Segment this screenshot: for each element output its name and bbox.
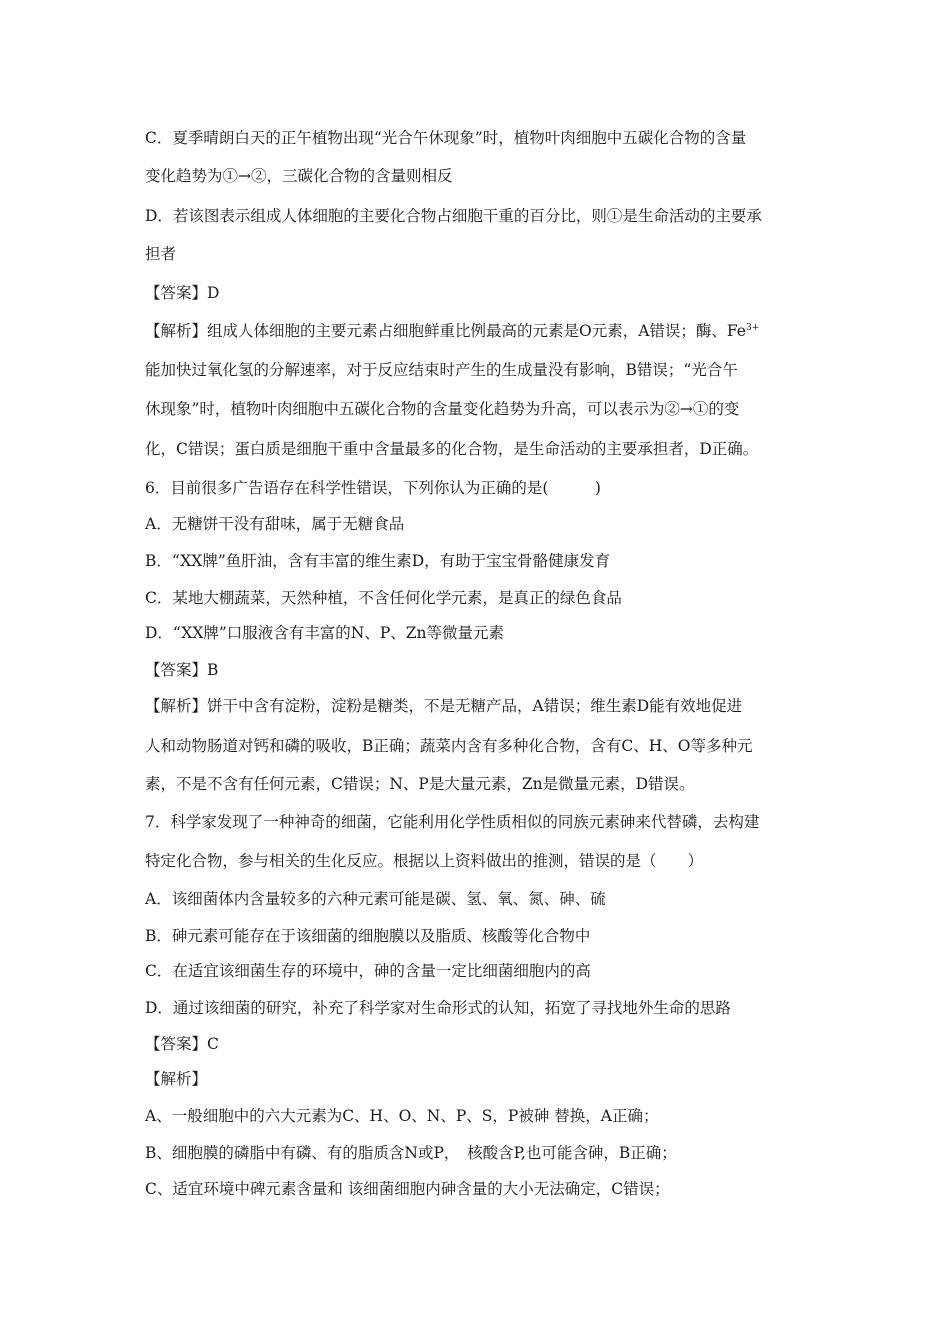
option-line: B．“XX牌”鱼肝油，含有丰富的维生素D，有助于宝宝骨骼健康发育 xyxy=(145,552,611,570)
answer-line: 【答案】B xyxy=(145,661,219,679)
option-line: C．在适宜该细菌生存的环境中，砷的含量一定比细菌细胞内的高 xyxy=(145,962,591,980)
answer-line: 【答案】C xyxy=(145,1035,219,1053)
option-line: B．砷元素可能存在于该细菌的细胞膜以及脂质、核酸等化合物中 xyxy=(145,927,591,945)
text-line: 特定化合物，参与相关的生化反应。根据以上资料做出的推测，错误的是（ ） xyxy=(145,852,704,870)
superscript: 3+ xyxy=(745,322,760,333)
option-line: D．通过该细菌的研究，补充了科学家对生命形式的认知，拓宽了寻找地外生命的思路 xyxy=(145,999,731,1017)
option-line: C．某地大棚蔬菜，天然种植，不含任何化学元素，是真正的绿色食品 xyxy=(145,589,622,607)
option-line: D．“XX牌”口服液含有丰富的N、P、Zn等微量元素 xyxy=(145,624,505,642)
text-line: D．若该图表示组成人体细胞的主要化合物占细胞干重的百分比，则①是生命活动的主要承 xyxy=(145,207,762,225)
text-line: 能加快过氧化氢的分解速率，对于反应结束时产生的生成量没有影响，B错误；“光合午 xyxy=(145,361,738,379)
text-line: C、适宜环境中碑元素含量和 该细菌细胞内砷含量的大小无法确定，C错误； xyxy=(145,1180,670,1198)
text-line: 化，C错误；蛋白质是细胞干重中含量最多的化合物，是生命活动的主要承担者，D正确。 xyxy=(145,440,759,458)
analysis-line xyxy=(145,320,810,342)
text-line: A、一般细胞中的六大元素为C、H、O、N、P、S，P被砷 替换，A正确； xyxy=(145,1107,659,1125)
text-line: C．夏季晴朗白天的正午植物出现“光合午休现象”时，植物叶肉细胞中五碳化合物的含量 xyxy=(145,129,747,147)
text-line: 人和动物肠道对钙和磷的吸收，B正确；蔬菜内含有多种化合物，含有C、H、O等多种元 xyxy=(145,737,753,755)
text-line: 变化趋势为①→②，三碳化合物的含量则相反 xyxy=(145,167,453,185)
question-line: 7．科学家发现了一种神奇的细菌，它能利用化学性质相似的同族元素砷来代替磷，去构建 xyxy=(145,813,760,831)
analysis-line: 【解析】饼干中含有淀粉，淀粉是糖类，不是无糖产品，A错误；维生素D能有效地促进 xyxy=(145,697,743,715)
option-line: A．该细菌体内含量较多的六种元素可能是碳、氢、氧、氮、砷、硫 xyxy=(145,890,606,908)
answer-line: 【答案】D xyxy=(145,284,220,302)
question-line: 6．目前很多广告语存在科学性错误，下列你认为正确的是( ) xyxy=(145,479,601,497)
text-line: 素，不是不含有任何元素，C错误；N、P是大量元素，Zn是微量元素，D错误。 xyxy=(145,775,695,793)
text-span: 【解析】组成人体细胞的主要元素占细胞鲜重比例最高的元素是O元素，A错误；酶、Fe xyxy=(145,322,746,340)
analysis-heading: 【解析】 xyxy=(145,1070,208,1088)
text-line: B、细胞膜的磷脂中有磷、有的脂质含N或P， 核酸含P,也可能含砷，B正确； xyxy=(145,1144,677,1162)
option-line: A．无糖饼干没有甜味，属于无糖食品 xyxy=(145,515,405,533)
text-line: 担者 xyxy=(145,245,177,263)
text-line: 休现象”时，植物叶肉细胞中五碳化合物的含量变化趋势为升高，可以表示为②→①的变 xyxy=(145,400,740,418)
